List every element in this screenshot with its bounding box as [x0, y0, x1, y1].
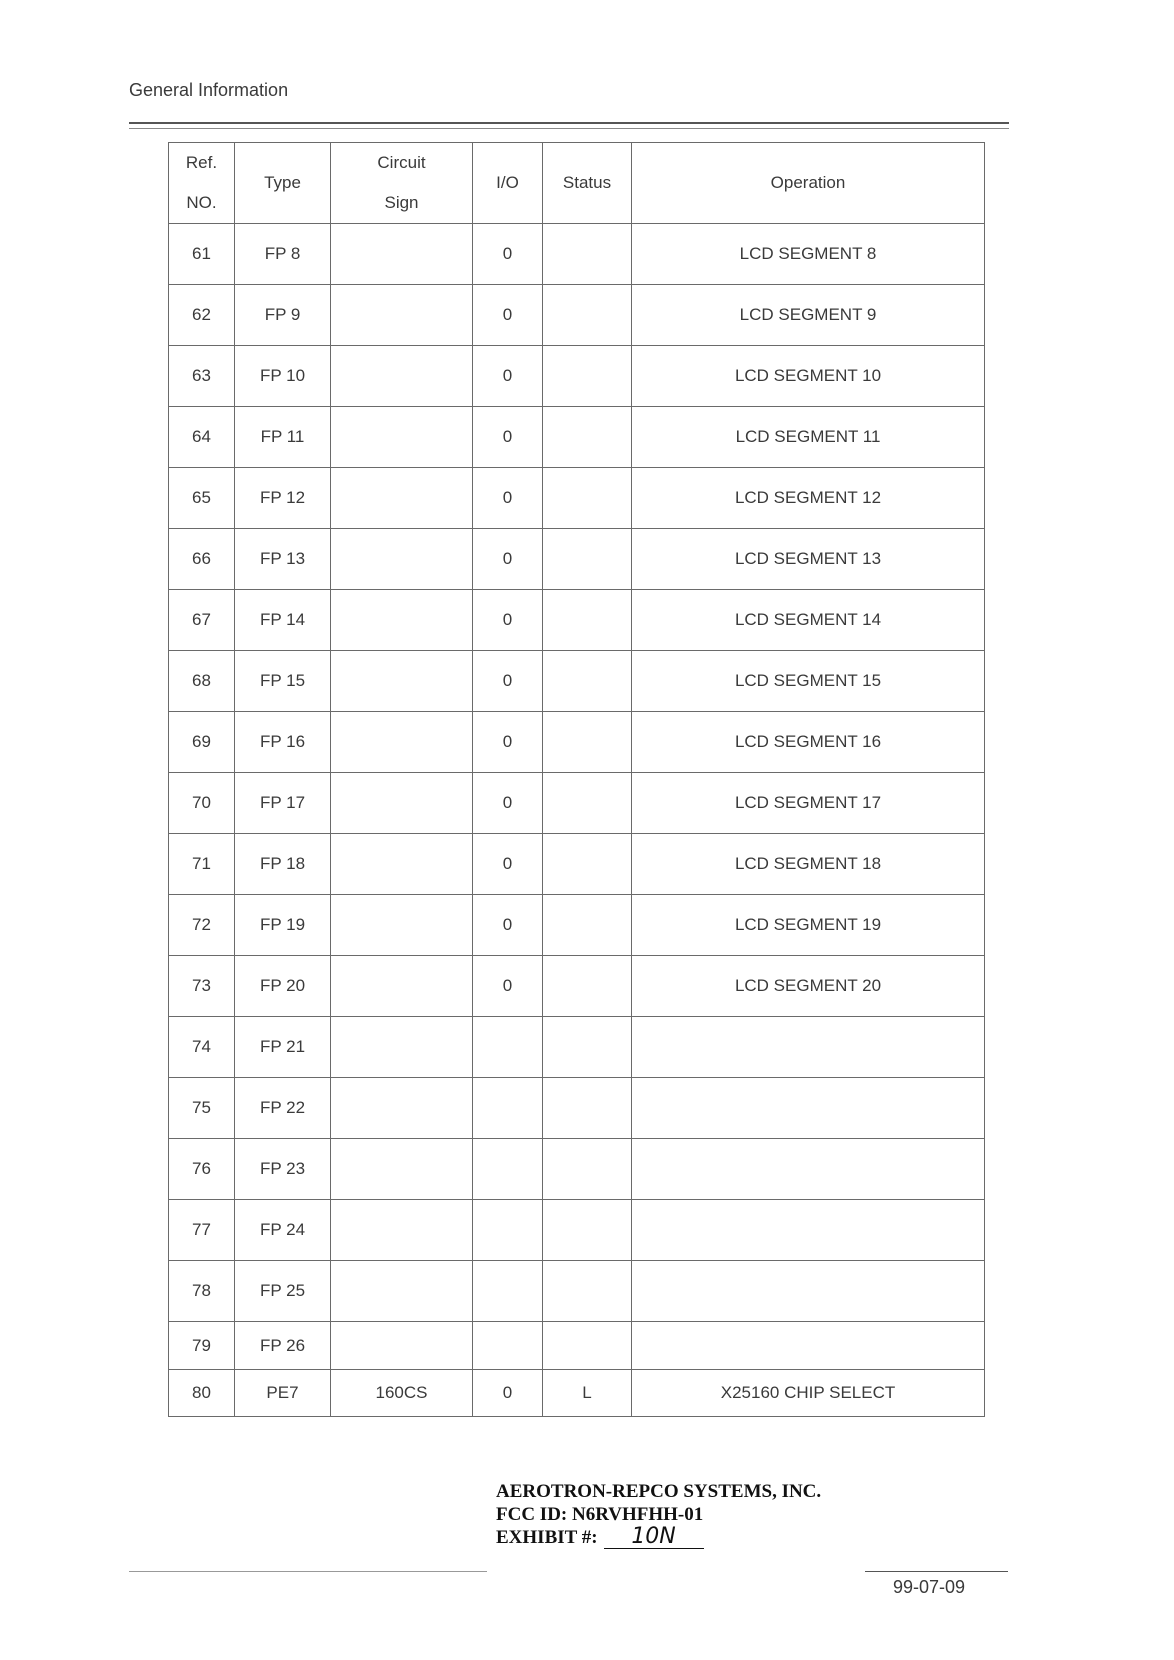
cell-type: FP 18 [235, 834, 331, 895]
table-row [169, 590, 985, 651]
cell-ref: 67 [169, 590, 235, 651]
cell-status [543, 1078, 632, 1139]
table-row [169, 895, 985, 956]
cell-type: FP 17 [235, 773, 331, 834]
cell-operation: LCD SEGMENT 9 [632, 285, 985, 346]
cell-type: FP 8 [235, 224, 331, 285]
cell-ref: 61 [169, 224, 235, 285]
cell-type: FP 9 [235, 285, 331, 346]
cell-circuit-sign [331, 468, 473, 529]
page-section-title: General Information [129, 80, 289, 100]
cell-type: FP 22 [235, 1078, 331, 1139]
company-name: AEROTRON-REPCO SYSTEMS, INC. [496, 1481, 822, 1502]
document-date: 99-07-09 [893, 1577, 966, 1597]
cell-circuit-sign [331, 224, 473, 285]
cell-operation: LCD SEGMENT 13 [632, 529, 985, 590]
cell-ref: 69 [169, 712, 235, 773]
cell-io: 0 [473, 529, 543, 590]
cell-io [473, 1322, 543, 1370]
table-row [169, 712, 985, 773]
table-row [169, 1322, 985, 1370]
cell-type: FP 21 [235, 1017, 331, 1078]
table-row [169, 773, 985, 834]
cell-status [543, 407, 632, 468]
cell-ref: 77 [169, 1200, 235, 1261]
cell-io: 0 [473, 834, 543, 895]
footer-divider-left [129, 1571, 487, 1572]
column-header-io: I/O [473, 143, 543, 224]
cell-type: FP 16 [235, 712, 331, 773]
cell-operation [632, 1017, 985, 1078]
table-header-row [169, 143, 985, 224]
table-row [169, 285, 985, 346]
column-header-ref [169, 143, 235, 224]
cell-type: FP 10 [235, 346, 331, 407]
cell-operation: LCD SEGMENT 14 [632, 590, 985, 651]
cell-ref: 75 [169, 1078, 235, 1139]
cell-type: FP 15 [235, 651, 331, 712]
cell-circuit-sign [331, 773, 473, 834]
cell-circuit-sign [331, 346, 473, 407]
cell-status: L [543, 1370, 632, 1417]
cell-operation: LCD SEGMENT 16 [632, 712, 985, 773]
cell-type: FP 14 [235, 590, 331, 651]
cell-operation: LCD SEGMENT 19 [632, 895, 985, 956]
cell-operation: LCD SEGMENT 17 [632, 773, 985, 834]
fcc-id: FCC ID: N6RVHFHH-01 [496, 1504, 704, 1525]
cell-operation [632, 1261, 985, 1322]
cell-operation: LCD SEGMENT 11 [632, 407, 985, 468]
column-header-type: Type [235, 143, 331, 224]
cell-status [543, 285, 632, 346]
table-row [169, 956, 985, 1017]
company-stamp [496, 1480, 821, 1549]
cell-ref: 66 [169, 529, 235, 590]
header-divider [129, 122, 1009, 124]
table-row [169, 834, 985, 895]
header-divider-thin [129, 128, 1009, 129]
table-row [169, 1078, 985, 1139]
table-row [169, 1139, 985, 1200]
cell-io [473, 1078, 543, 1139]
cell-circuit-sign [331, 895, 473, 956]
cell-ref: 80 [169, 1370, 235, 1417]
cell-ref: 72 [169, 895, 235, 956]
cell-type: FP 26 [235, 1322, 331, 1370]
column-header-ref-line2: NO. [186, 193, 217, 212]
cell-type: FP 13 [235, 529, 331, 590]
cell-status [543, 773, 632, 834]
cell-circuit-sign [331, 1139, 473, 1200]
exhibit-number-handwritten: 10N [604, 1526, 704, 1549]
cell-status [543, 895, 632, 956]
cell-status [543, 529, 632, 590]
cell-status [543, 1139, 632, 1200]
table-row [169, 224, 985, 285]
cell-circuit-sign: 160CS [331, 1370, 473, 1417]
cell-circuit-sign [331, 285, 473, 346]
cell-type: FP 23 [235, 1139, 331, 1200]
cell-circuit-sign [331, 712, 473, 773]
cell-ref: 76 [169, 1139, 235, 1200]
cell-status [543, 712, 632, 773]
cell-status [543, 224, 632, 285]
cell-io: 0 [473, 956, 543, 1017]
table-row [169, 407, 985, 468]
cell-status [543, 1017, 632, 1078]
cell-io: 0 [473, 285, 543, 346]
cell-io: 0 [473, 651, 543, 712]
cell-circuit-sign [331, 956, 473, 1017]
cell-status [543, 651, 632, 712]
cell-type: FP 20 [235, 956, 331, 1017]
cell-ref: 70 [169, 773, 235, 834]
table-row [169, 1200, 985, 1261]
cell-type: PE7 [235, 1370, 331, 1417]
table-row [169, 1017, 985, 1078]
cell-status [543, 1200, 632, 1261]
cell-ref: 74 [169, 1017, 235, 1078]
table-row [169, 346, 985, 407]
cell-ref: 68 [169, 651, 235, 712]
exhibit-label: EXHIBIT #: [496, 1527, 598, 1548]
cell-io: 0 [473, 1370, 543, 1417]
cell-circuit-sign [331, 1261, 473, 1322]
cell-status [543, 590, 632, 651]
cell-io: 0 [473, 712, 543, 773]
table-row [169, 1261, 985, 1322]
cell-operation [632, 1139, 985, 1200]
cell-io: 0 [473, 407, 543, 468]
cell-circuit-sign [331, 529, 473, 590]
cell-ref: 63 [169, 346, 235, 407]
cell-circuit-sign [331, 1200, 473, 1261]
column-header-circuit-line2: Sign [384, 193, 419, 212]
cell-operation [632, 1078, 985, 1139]
table-row [169, 651, 985, 712]
column-header-ref-line1: Ref. [185, 153, 218, 172]
cell-circuit-sign [331, 407, 473, 468]
footer-divider-right [865, 1571, 1008, 1572]
cell-operation: LCD SEGMENT 12 [632, 468, 985, 529]
cell-type: FP 11 [235, 407, 331, 468]
cell-operation: LCD SEGMENT 8 [632, 224, 985, 285]
cell-ref: 62 [169, 285, 235, 346]
column-header-status: Status [543, 143, 632, 224]
cell-circuit-sign [331, 651, 473, 712]
cell-operation [632, 1322, 985, 1370]
cell-circuit-sign [331, 1017, 473, 1078]
pin-assignment-table [168, 142, 985, 1417]
cell-io: 0 [473, 590, 543, 651]
column-header-circuit-line1: Circuit [377, 153, 426, 172]
cell-status [543, 956, 632, 1017]
cell-io [473, 1261, 543, 1322]
cell-circuit-sign [331, 834, 473, 895]
cell-operation: LCD SEGMENT 10 [632, 346, 985, 407]
cell-operation: LCD SEGMENT 20 [632, 956, 985, 1017]
cell-status [543, 468, 632, 529]
cell-io [473, 1017, 543, 1078]
cell-ref: 65 [169, 468, 235, 529]
cell-operation: X25160 CHIP SELECT [632, 1370, 985, 1417]
cell-status [543, 1261, 632, 1322]
cell-io: 0 [473, 468, 543, 529]
cell-operation [632, 1200, 985, 1261]
cell-ref: 71 [169, 834, 235, 895]
cell-ref: 64 [169, 407, 235, 468]
cell-circuit-sign [331, 1322, 473, 1370]
cell-operation: LCD SEGMENT 18 [632, 834, 985, 895]
cell-io: 0 [473, 224, 543, 285]
cell-type: FP 24 [235, 1200, 331, 1261]
cell-io [473, 1139, 543, 1200]
cell-operation: LCD SEGMENT 15 [632, 651, 985, 712]
cell-status [543, 346, 632, 407]
cell-io: 0 [473, 346, 543, 407]
cell-io: 0 [473, 895, 543, 956]
exhibit-line [496, 1526, 821, 1549]
cell-circuit-sign [331, 1078, 473, 1139]
cell-ref: 78 [169, 1261, 235, 1322]
cell-io [473, 1200, 543, 1261]
cell-status [543, 1322, 632, 1370]
cell-type: FP 25 [235, 1261, 331, 1322]
cell-type: FP 12 [235, 468, 331, 529]
column-header-operation: Operation [632, 143, 985, 224]
table-row [169, 1370, 985, 1417]
cell-ref: 79 [169, 1322, 235, 1370]
table-row [169, 529, 985, 590]
cell-circuit-sign [331, 590, 473, 651]
cell-io: 0 [473, 773, 543, 834]
table-row [169, 468, 985, 529]
cell-status [543, 834, 632, 895]
column-header-circuit-sign [331, 143, 473, 224]
cell-type: FP 19 [235, 895, 331, 956]
cell-ref: 73 [169, 956, 235, 1017]
